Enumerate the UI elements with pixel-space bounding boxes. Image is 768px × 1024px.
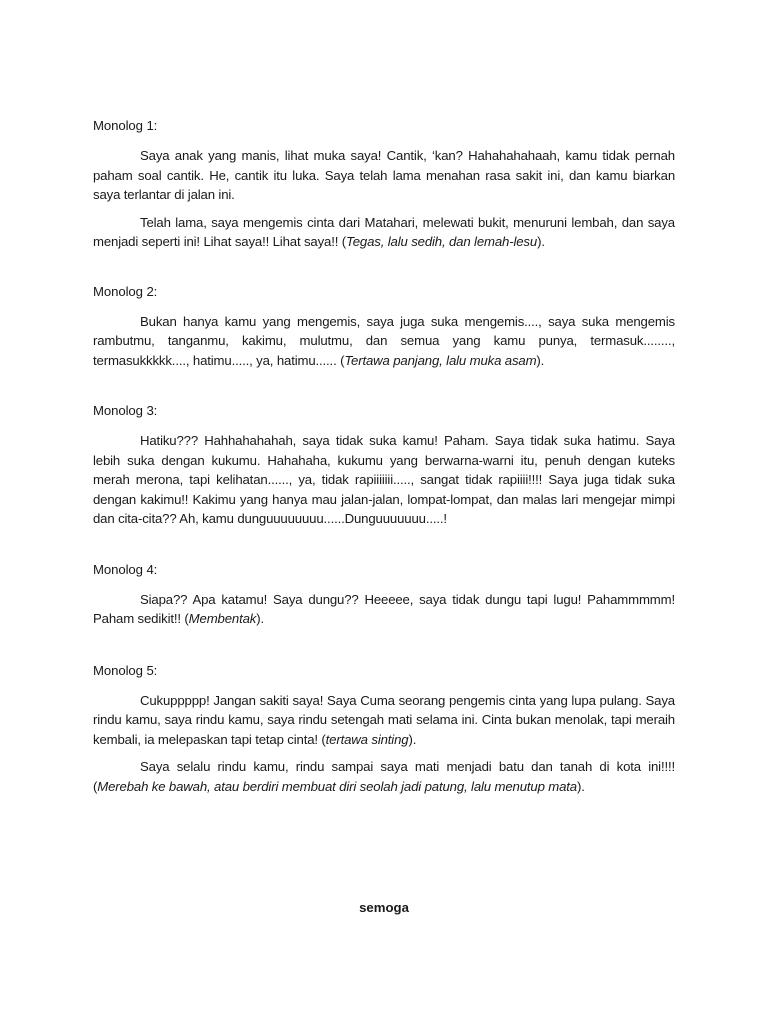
document-page	[93, 116, 675, 804]
stage-direction: Merebah ke bawah, atau berdiri membuat diri seolah jadi patung, lalu menutup mata	[97, 778, 577, 794]
monolog-paragraph	[93, 691, 675, 750]
monolog-title: Monolog 3:	[93, 403, 158, 418]
stage-direction: Tegas, lalu sedih, dan lemah-lesu	[346, 234, 538, 249]
monolog-paragraph	[93, 431, 675, 529]
section-spacer	[93, 378, 675, 401]
section-spacer	[93, 537, 675, 560]
stage-direction: tertawa sinting	[325, 731, 409, 747]
stage-direction: Membentak	[188, 611, 257, 626]
monolog-title: Monolog 1:	[93, 118, 158, 133]
paragraph-text: Hatiku??? Hahhahahahah, saya tidak suka kamu! Paham. Saya tidak suka hatimu. Saya lebih suka dengan kukumu. Hahahaha, kukumu yang berwarna-warni itu, penuh dengan kuteks merah merona, tapi kelihatan......, ya, tidak rapiiiiiii....., sangat tidak rapiiii!!!! Saya juga tidak suka dengan kakimu!! Kakimu yang hanya mau jalan-jalan, lompat-lompat, dan malas lari mengejar mimpi dan cita-cita?? Ah, kamu dunguuuuuuuu......Dunguuuuuuu.....!	[93, 433, 675, 526]
paragraph-suffix: ).	[577, 778, 585, 794]
paragraph-suffix: ).	[256, 611, 264, 626]
section-spacer	[93, 637, 675, 661]
monolog-paragraph	[93, 590, 675, 629]
paragraph-suffix: ).	[408, 731, 417, 747]
monolog-title: Monolog 5:	[93, 662, 158, 678]
monolog-title: Monolog 4:	[93, 561, 158, 577]
closing-text: semoga	[359, 900, 409, 915]
monolog-paragraph	[93, 213, 675, 252]
monolog-paragraph	[93, 757, 675, 796]
paragraph-suffix: ).	[537, 234, 545, 249]
paragraph-text: Saya selalu rindu kamu, rindu sampai saya mati menjadi batu dan tanah di kota ini!!!! (	[93, 759, 675, 794]
paragraph-text: Telah lama, saya mengemis cinta dari Matahari, melewati bukit, menuruni lembah, dan saya menjadi seperti ini! Lihat saya!! Lihat saya!! (	[93, 214, 675, 249]
stage-direction: Tertawa panjang, lalu muka asam	[344, 352, 537, 368]
paragraph-suffix: ).	[536, 352, 545, 368]
monolog-section-3	[93, 401, 675, 529]
monolog-title: Monolog 2:	[93, 283, 158, 299]
section-spacer	[93, 260, 675, 282]
monolog-section-5	[93, 661, 675, 797]
monolog-paragraph	[93, 146, 675, 205]
paragraph-text: Saya anak yang manis, lihat muka saya! Cantik, ‘kan? Hahahahahaah, kamu tidak pernah paham soal cantik. He, cantik itu luka. Saya telah lama menahan rasa sakit ini, dan kamu biarkan saya terlantar di jalan ini.	[93, 148, 675, 202]
monolog-section-4	[93, 560, 675, 629]
paragraph-text: Bukan hanya kamu yang mengemis, saya juga suka mengemis...., saya suka mengemis rambutmu, tanganmu, kakimu, mulutmu, dan semua yang kamu punya, termasuk........, termasukkkkk...., hatimu....., ya, hatimu...... (	[93, 313, 675, 368]
monolog-paragraph	[93, 312, 675, 371]
monolog-section-2	[93, 282, 675, 371]
monolog-section-1	[93, 116, 675, 252]
paragraph-text: Cukuppppp! Jangan sakiti saya! Saya Cuma seorang pengemis cinta yang lupa pulang. Saya rindu kamu, saya rindu kamu, saya rindu setengah mati selama ini. Cinta bukan menolak, tapi meraih kembali, ia melepaskan tapi tetap cinta! (	[93, 692, 675, 747]
paragraph-text: Siapa?? Apa katamu! Saya dungu?? Heeeee, saya tidak dungu tapi lugu! Pahammmmm! Paham sedikit!! (	[93, 591, 675, 626]
